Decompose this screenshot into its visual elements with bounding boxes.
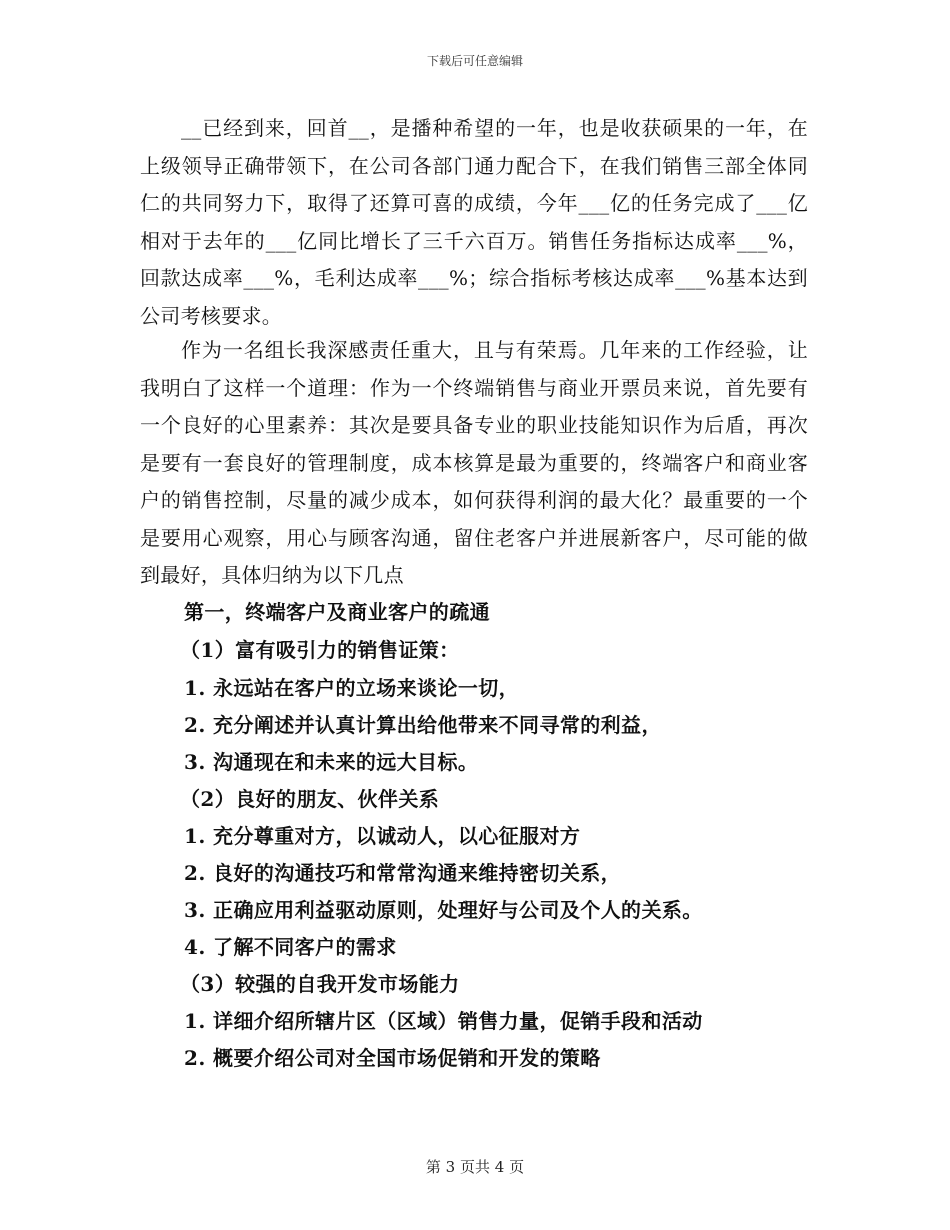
subsection-3-title: （3）较强的自我开发市场能力 bbox=[180, 972, 460, 996]
list-item: 1. 详细介绍所辖片区（区域）销售力量，促销手段和活动 bbox=[184, 1009, 703, 1033]
list-item: 1. 充分尊重对方，以诚动人，以心征服对方 bbox=[184, 824, 581, 848]
list-item: 2. 充分阐述并认真计算出给他带来不同寻常的利益， bbox=[184, 713, 662, 737]
paragraph-summary: __已经到来，回首__，是播种希望的一年，也是收获硕果的一年，在上级领导正确带领下，在公司各部门通力配合下，在我们销售三部全体同仁的共同努力下，取得了还算可喜的成绩，今年___亿的任务完成了___亿相对于去年的___亿同比增长了三千六百万。销售任务指标达成率___%，回款达成率___%，毛利达成率___%；综合指标考核达成率___%基本达到公司考核要求。 bbox=[140, 116, 808, 328]
section-title: 第一，终端客户及商业客户的疏通 bbox=[184, 600, 490, 624]
list-item: 1. 永远站在客户的立场来谈论一切， bbox=[184, 676, 520, 700]
subsection-2-title: （2）良好的朋友、伙伴关系 bbox=[180, 787, 440, 811]
page-header: 下载后可任意编辑 bbox=[426, 54, 523, 68]
page-footer: 第 3 页共 4 页 bbox=[425, 1158, 525, 1176]
paragraph-1-container bbox=[140, 110, 808, 335]
paragraph-2-container bbox=[140, 332, 808, 595]
list-item: 2. 概要介绍公司对全国市场促销和开发的策略 bbox=[184, 1046, 601, 1070]
list-item: 3. 正确应用利益驱动原则，处理好与公司及个人的关系。 bbox=[184, 898, 703, 922]
subsection-1-title: （1）富有吸引力的销售证策： bbox=[180, 638, 460, 662]
list-item: 4. 了解不同客户的需求 bbox=[184, 935, 397, 959]
paragraph-experience: 作为一名组长我深感责任重大，且与有荣焉。几年来的工作经验，让我明白了这样一个道理：作为一个终端销售与商业开票员来说，首先要有一个良好的心里素养：其次是要具备专业的职业技能知识作为后盾，再次是要有一套良好的管理制度，成本核算是最为重要的，终端客户和商业客户的销售控制，尽量的减少成本，如何获得利润的最大化？最重要的一个是要用心观察，用心与顾客沟通，留住老客户并进展新客户，尽可能的做到最好，具体归纳为以下几点 bbox=[140, 338, 808, 587]
list-item: 2. 良好的沟通技巧和常常沟通来维持密切关系， bbox=[184, 861, 622, 885]
list-item: 3. 沟通现在和未来的远大目标。 bbox=[184, 750, 479, 774]
